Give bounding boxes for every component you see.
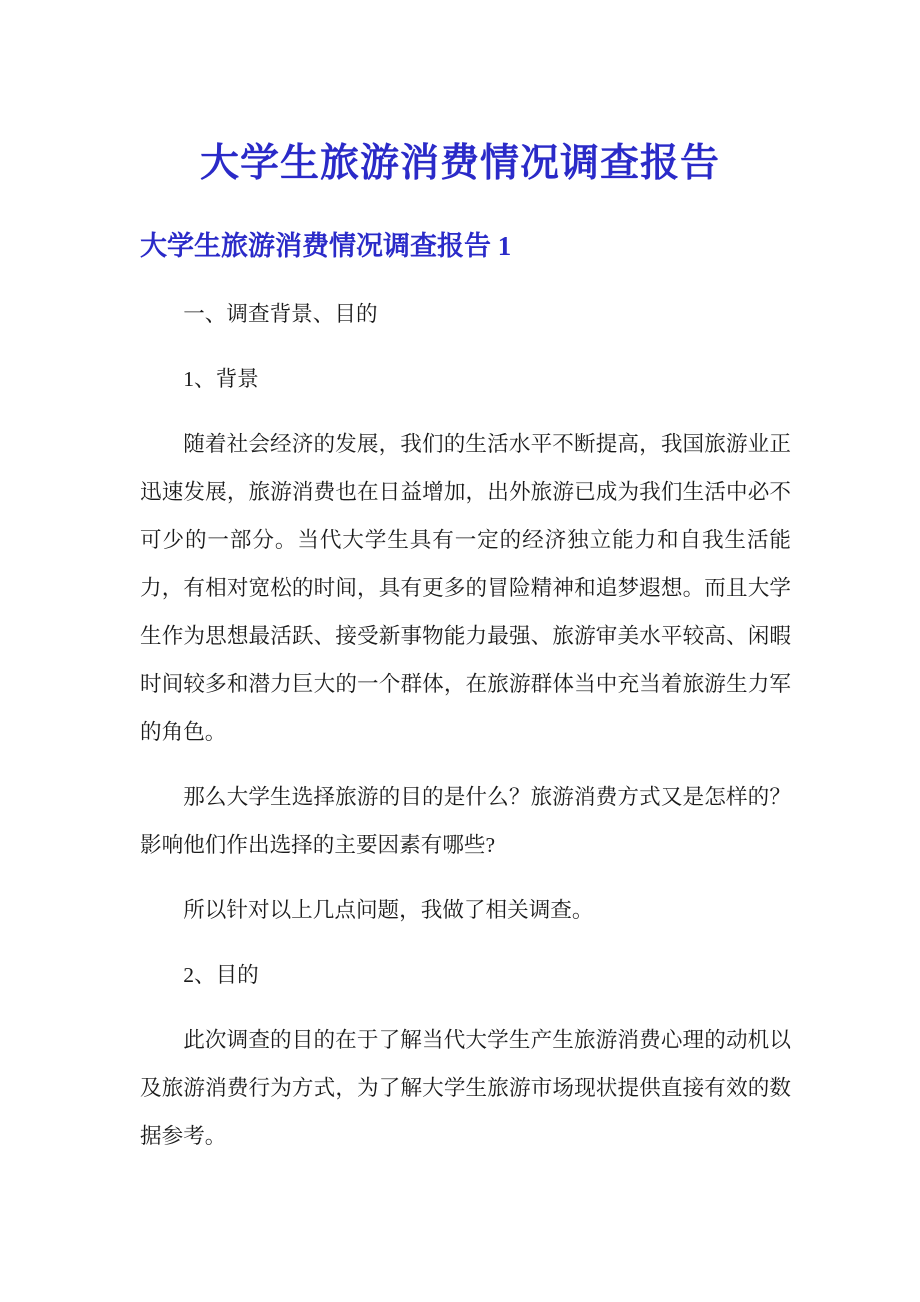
paragraph-purpose-body: 此次调查的目的在于了解当代大学生产生旅游消费心理的动机以及旅游消费行为方式，为了解大学生旅游市场现状提供直接有效的数据参考。: [140, 1028, 791, 1148]
document-subtitle: 大学生旅游消费情况调查报告 1: [140, 231, 512, 261]
heading-purpose: 2、目的: [183, 963, 259, 987]
paragraph-background-body: 随着社会经济的发展，我们的生活水平不断提高，我国旅游业正迅速发展，旅游消费也在日益增加，出外旅游已成为我们生活中必不可少的一部分。当代大学生具有一定的经济独立能力和自我生活能力，有相对宽松的时间，具有更多的冒险精神和追梦遐想。而且大学生作为思想最活跃、接受新事物能力最强、旅游审美水平较高、闲暇时间较多和潜力巨大的一个群体，在旅游群体当中充当着旅游生力军的角色。: [140, 432, 791, 744]
heading-background: 1、背景: [183, 367, 259, 391]
document-body: [140, 290, 791, 1160]
paragraph-questions: 那么大学生选择旅游的目的是什么？旅游消费方式又是怎样的？影响他们作出选择的主要因素有哪些?: [140, 785, 791, 857]
heading-survey-background-purpose: 一、调查背景、目的: [183, 302, 378, 326]
document-title: 大学生旅游消费情况调查报告: [199, 142, 720, 185]
paragraph-survey-statement: 所以针对以上几点问题，我做了相关调查。: [183, 898, 594, 922]
